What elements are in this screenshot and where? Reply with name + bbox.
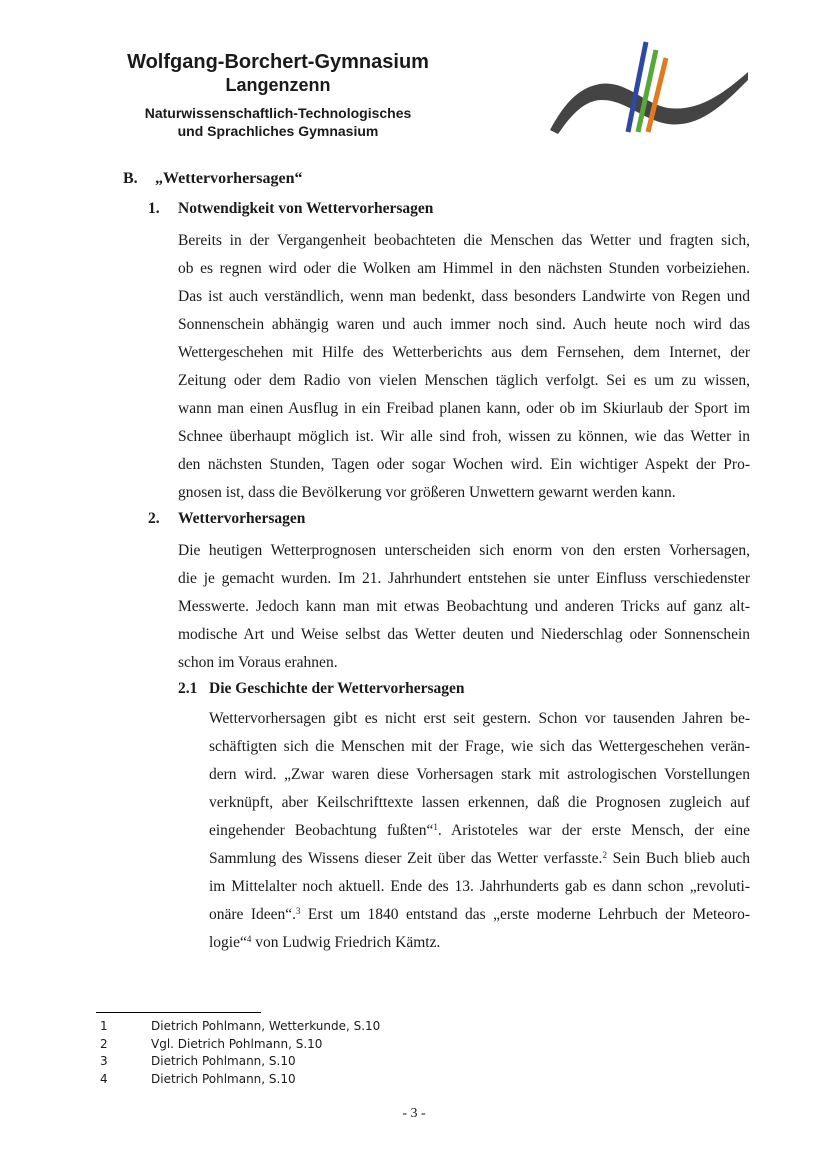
school-logo: [548, 38, 753, 138]
section-2-number: 2.: [148, 510, 160, 527]
paragraph-line: Bereits in der Vergangenheit beobachteten die Menschen das Wetter und fragten sich,: [178, 232, 750, 249]
section-b-title: „Wettervorhersagen“: [155, 170, 303, 187]
section-2-title: Wettervorhersagen: [178, 510, 306, 527]
paragraph-line: die je gemacht wurden. Im 21. Jahrhundert entstehen sie unter Einfluss verschiedenster: [178, 570, 750, 587]
page-header: [0, 0, 828, 150]
paragraph-line: schon im Voraus erahnen.: [178, 654, 338, 671]
section-2-1-title: Die Geschichte der Wettervorhersagen: [209, 680, 465, 697]
paragraph-line: Die heutigen Wetterprognosen unterscheiden sich enorm von den ersten Vorhersagen,: [178, 542, 750, 559]
paragraph-line: Das ist auch verständlich, wenn man bedenkt, dass besonders Landwirte von Regen und: [178, 288, 750, 305]
paragraph-line: ob es regnen wird oder die Wolken am Himmel in den nächsten Stunden vorbeiziehen.: [178, 260, 750, 277]
paragraph-line: im Mittelalter noch aktuell. Ende des 13. Jahrhunderts gab es dann schon „revoluti-: [209, 878, 750, 895]
school-subtitle-line2: und Sprachliches Gymnasium: [177, 123, 379, 139]
section-b-heading: [123, 168, 303, 190]
paragraph-line: Messwerte. Jedoch kann man mit etwas Beobachtung und anderen Tricks auf ganz alt-: [178, 598, 750, 615]
school-subtitle: [108, 104, 448, 140]
paragraph-line: verknüpft, aber Keilschrifttexte lassen erkennen, daß die Prognosen zugleich auf: [209, 794, 750, 811]
paragraph-line: [209, 845, 750, 873]
paragraph-line: den nächsten Stunden, Tagen oder sogar Wochen wird. Ein wichtiger Aspekt der Pro-: [178, 456, 750, 473]
school-name-line2: Langenzenn: [225, 75, 331, 95]
footnote-number: 4: [100, 1071, 108, 1086]
text-run: Sein Buch blieb auch: [606, 850, 750, 867]
section-2-1-paragraph: [209, 705, 750, 957]
paragraph-line: modische Art und Weise selbst das Wetter deuten und Niederschlag oder Sonnenschein: [178, 626, 750, 643]
school-name: [108, 50, 448, 96]
text-run: von Ludwig Friedrich Kämtz.: [251, 934, 441, 951]
footnote-ref-3[interactable]: 3: [296, 906, 301, 916]
footnote-ref-2[interactable]: 2: [602, 850, 607, 860]
footnote-text: Vgl. Dietrich Pohlmann, S.10: [151, 1036, 323, 1051]
paragraph-line: [209, 929, 750, 957]
paragraph-line: dern wird. „Zwar waren diese Vorhersagen stark mit astrologischen Vorstellungen: [209, 766, 750, 783]
text-run: logie“: [209, 934, 247, 951]
footnote-text: Dietrich Pohlmann, S.10: [151, 1071, 296, 1086]
section-2-1-number: 2.1: [178, 680, 198, 697]
paragraph-line: Schnee überhaupt möglich ist. Wir alle sind froh, wissen zu können, wie das Wetter in: [178, 428, 750, 445]
paragraph-line: Zeitung oder dem Radio von vielen Menschen täglich verfolgt. Sei es um zu wissen,: [178, 372, 750, 389]
section-1-paragraph: [178, 227, 750, 507]
paragraph-line: gnosen ist, dass die Bevölkerung vor größeren Unwettern gewarnt werden kann.: [178, 484, 676, 501]
paragraph-line: wann man einen Ausflug in ein Freibad planen kann, oder ob im Skiurlaub der Sport im: [178, 400, 750, 417]
footnote-number: 3: [100, 1054, 108, 1068]
section-2-paragraph: [178, 537, 750, 677]
text-run: . Aristoteles war der erste Mensch, der eine: [437, 822, 750, 839]
school-subtitle-line1: Naturwissenschaftlich-Technologisches: [144, 105, 412, 121]
footnote-number: 2: [100, 1036, 108, 1051]
text-run: Sammlung des Wissens dieser Zeit über das Wetter verfasste.: [209, 850, 603, 867]
footnote-text: Dietrich Pohlmann, Wetterkunde, S.10: [151, 1019, 381, 1033]
paragraph-line: schäftigten sich die Menschen mit der Frage, wie sich das Wettergeschehen verän-: [209, 738, 750, 755]
footnote-ref-1[interactable]: 1: [433, 822, 438, 832]
paragraph-line: Wettervorhersagen gibt es nicht erst seit gestern. Schon vor tausenden Jahren be-: [209, 710, 750, 727]
paragraph-line: Wettergeschehen mit Hilfe des Wetterberichts aus dem Fernsehen, dem Internet, der: [178, 344, 750, 361]
paragraph-line: Sonnenschein abhängig waren und auch immer noch sind. Auch heute noch wird das: [178, 316, 750, 333]
footnote-number: 1: [100, 1019, 108, 1033]
text-run: eingehender Beobachtung fußten“: [209, 822, 434, 839]
school-name-line1: Wolfgang-Borchert-Gymnasium: [127, 51, 429, 73]
section-1-title: Notwendigkeit von Wettervorhersagen: [178, 200, 434, 217]
footnote-ref-4[interactable]: 4: [246, 934, 252, 944]
section-b-number: B.: [123, 170, 138, 187]
text-run: Erst um 1840 entstand das „erste moderne Lehrbuch der Meteoro-: [300, 906, 750, 923]
page-number: - 3 -: [402, 1106, 426, 1121]
paragraph-line: [209, 901, 750, 929]
text-run: onäre Ideen“.: [209, 906, 297, 923]
footnote-text: Dietrich Pohlmann, S.10: [151, 1054, 296, 1068]
paragraph-line: [209, 817, 750, 845]
footnote-separator: [96, 1012, 261, 1013]
section-1-number: 1.: [148, 200, 160, 217]
